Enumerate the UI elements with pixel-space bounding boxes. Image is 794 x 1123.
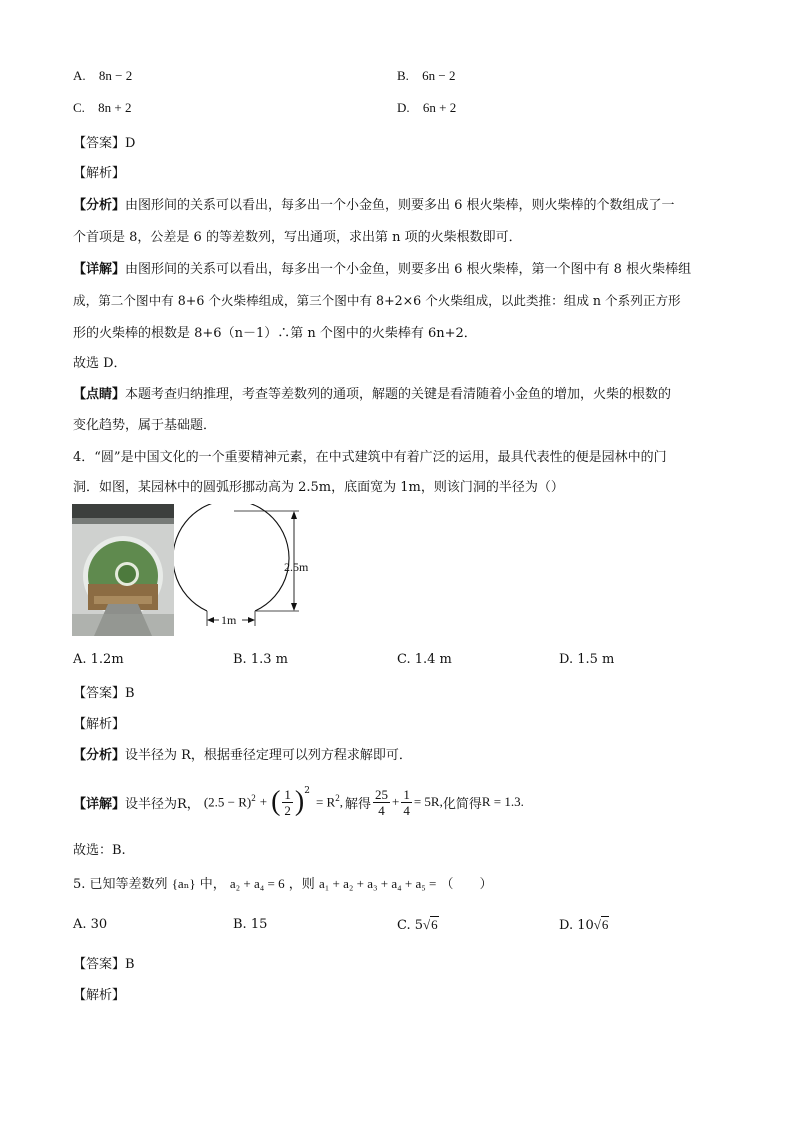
- stem-mid2: ，则: [288, 877, 315, 892]
- radicand: 6: [431, 917, 438, 932]
- option-label: C. 5: [397, 918, 424, 933]
- stem-prefix: 5. 已知等差数列: [73, 877, 168, 892]
- q3-fenxi-line-2: 个首项是 8，公差是 6 的等差数列，写出通项，求出第 n 项的火柴根数即可．: [73, 230, 522, 245]
- dianjing-text: 本题考查归纳推理，考查等差数列的通项，解题的关键是看清随着小金鱼的增加，火柴的根数的: [125, 387, 672, 402]
- option-label: D. 10: [559, 918, 594, 933]
- q5-option-c: [397, 917, 439, 933]
- frac-num: 25: [375, 786, 388, 802]
- xiangjie-tag: 【详解】: [73, 262, 126, 277]
- frac-1-4: [401, 787, 412, 818]
- eq-result: R = 1.3.: [481, 794, 524, 809]
- stem-cond: a₂ + a₄ = 6: [229, 876, 285, 891]
- q4-option-d: D. 1.5 m: [559, 652, 615, 667]
- arrow-up-icon: [291, 511, 297, 519]
- option-value: 6n − 2: [422, 68, 456, 83]
- option-label: A.: [73, 68, 86, 83]
- eq-rhs: = $R^2$,: [315, 793, 343, 810]
- q5-option-a: A. 30: [73, 917, 108, 932]
- q3-dianjing-line-1: [73, 383, 671, 402]
- half-fraction: [282, 787, 293, 818]
- sqrt-symbol: √: [423, 917, 431, 932]
- arrow-left-icon: [207, 617, 214, 623]
- q3-option-b: [397, 68, 456, 84]
- q3-choice: 故选 D．: [73, 356, 127, 371]
- q3-option-c: [73, 100, 132, 116]
- eq-end-text: 化简得: [442, 796, 482, 812]
- q3-fenxi-line-1: [73, 194, 675, 213]
- q5-option-b: B. 15: [233, 917, 268, 932]
- q4-choice: 故选：B.: [73, 843, 126, 858]
- eq-rhs2: = 5R,: [413, 794, 443, 809]
- fenxi-text: 由图形间的关系可以看出，每多出一个小金鱼，则要多出 6 根火柴棒，则火柴棒的个数组成了一: [125, 198, 675, 213]
- q5-answer: 【答案】B: [73, 957, 135, 972]
- width-label: 1m: [221, 613, 237, 627]
- frac-num: 1: [284, 786, 291, 802]
- q3-dianjing-line-2: 变化趋势，属于基础题．: [73, 418, 217, 433]
- option-value: 8n + 2: [98, 100, 132, 115]
- q4-answer: 【答案】B: [73, 686, 135, 701]
- dianjing-tag: 【点睛】: [73, 387, 126, 402]
- q5-analysis-title: 【解析】: [73, 988, 126, 1003]
- result-text: R = 1.3: [481, 794, 521, 809]
- q4-xiangjie-equation: 【详解】 设半径为R， $(2.5 - R)^2$ + ( $\frac{1}{2}$ ) $^2$ = $R^2$, 解得 $\frac{25}{4}$ + $\frac{1}{4}$ = 5R, 化简得 R = 1.3.: [73, 786, 524, 818]
- fenxi-tag: 【分析】: [73, 748, 126, 763]
- option-label: C.: [73, 100, 85, 115]
- plus-sign: +: [392, 794, 400, 809]
- height-label: 2.5m: [284, 560, 309, 574]
- arrow-right-icon: [248, 617, 255, 623]
- q4-analysis-title: 【解析】: [73, 717, 126, 732]
- q4-fenxi: [73, 744, 412, 763]
- option-value: 6n + 2: [422, 100, 457, 115]
- fenxi-tag: 【分析】: [73, 198, 126, 213]
- option-label: B.: [397, 68, 409, 83]
- q5-stem: [73, 873, 493, 892]
- stem-sum: a₁ + a₂ + a₃ + a₄ + a₅ =: [318, 876, 437, 891]
- q3-xiangjie-line-1: [73, 258, 691, 277]
- rhs2-text: = 5R: [413, 794, 440, 809]
- fenxi-text: 设半径为 R，根据垂径定理可以列方程求解即可．: [125, 748, 412, 763]
- q4-stem-line-2: 洞．如图，某园林中的圆弧形挪动高为 2.5m，底面宽为 1m，则该门洞的半径为（）: [73, 480, 564, 495]
- left-paren: (: [271, 786, 281, 817]
- stem-mid: 中，: [199, 877, 226, 892]
- q3-xiangjie-line-2: 成，第二个图中有 8+6 个火柴棒组成，第三个图中有 8+2×6 个火柴组成，以此类推：组成 n 个系列正方形: [73, 293, 681, 308]
- q4-option-b: B. 1.3 m: [233, 652, 288, 667]
- q5-option-d: [559, 917, 609, 933]
- q3-answer: 【答案】D: [73, 136, 136, 151]
- q4-stem-line-1: 4．“圆”是中国文化的一个重要精神元素，在中式建筑中有着广泛的运用，最具代表性的便是园林中的门: [73, 450, 667, 465]
- eq-r-term: $(2.5 - R)^2$: [203, 793, 256, 810]
- gate-arc: [174, 504, 289, 611]
- q4-option-a: A. 1.2m: [73, 652, 124, 667]
- q3-option-a: [73, 68, 132, 84]
- q3-option-d: [397, 100, 456, 116]
- q3-xiangjie-line-3: 形的火柴棒的根数是 8+6（n－1）∴第 n 个图中的火柴棒有 6n+2．: [73, 326, 477, 341]
- rhs-text: = R: [315, 794, 336, 810]
- q4-option-c: C. 1.4 m: [397, 652, 452, 667]
- frac-25-4: [373, 787, 390, 818]
- xiangjie-lead: 设半径为R，: [125, 796, 200, 812]
- xiangjie-text: 由图形间的关系可以看出，每多出一个小金鱼，则要多出 6 根火柴棒，第一个图中有 8 根火柴棒组: [125, 262, 692, 277]
- moon-gate-photo: [72, 504, 174, 636]
- r-term-text: (2.5 − R): [203, 794, 252, 810]
- stem-end: （ ）: [440, 877, 493, 892]
- stem-seq: {aₙ}: [171, 876, 196, 891]
- q3-analysis-title: 【解析】: [73, 166, 126, 181]
- arrow-down-icon: [291, 603, 297, 611]
- eq-mid-text: 解得: [344, 796, 371, 812]
- radicand: 6: [601, 917, 609, 932]
- frac-den: 2: [284, 802, 291, 818]
- plus-sign: +: [259, 794, 268, 809]
- frac-den: 4: [403, 802, 410, 818]
- option-label: D.: [397, 100, 410, 115]
- xiangjie-tag: 【详解】: [73, 796, 126, 812]
- frac-num: 1: [403, 786, 410, 802]
- right-paren: ): [294, 786, 305, 817]
- frac-den: 4: [378, 802, 385, 818]
- sqrt-symbol: √: [593, 917, 601, 932]
- option-value: 8n − 2: [98, 68, 133, 83]
